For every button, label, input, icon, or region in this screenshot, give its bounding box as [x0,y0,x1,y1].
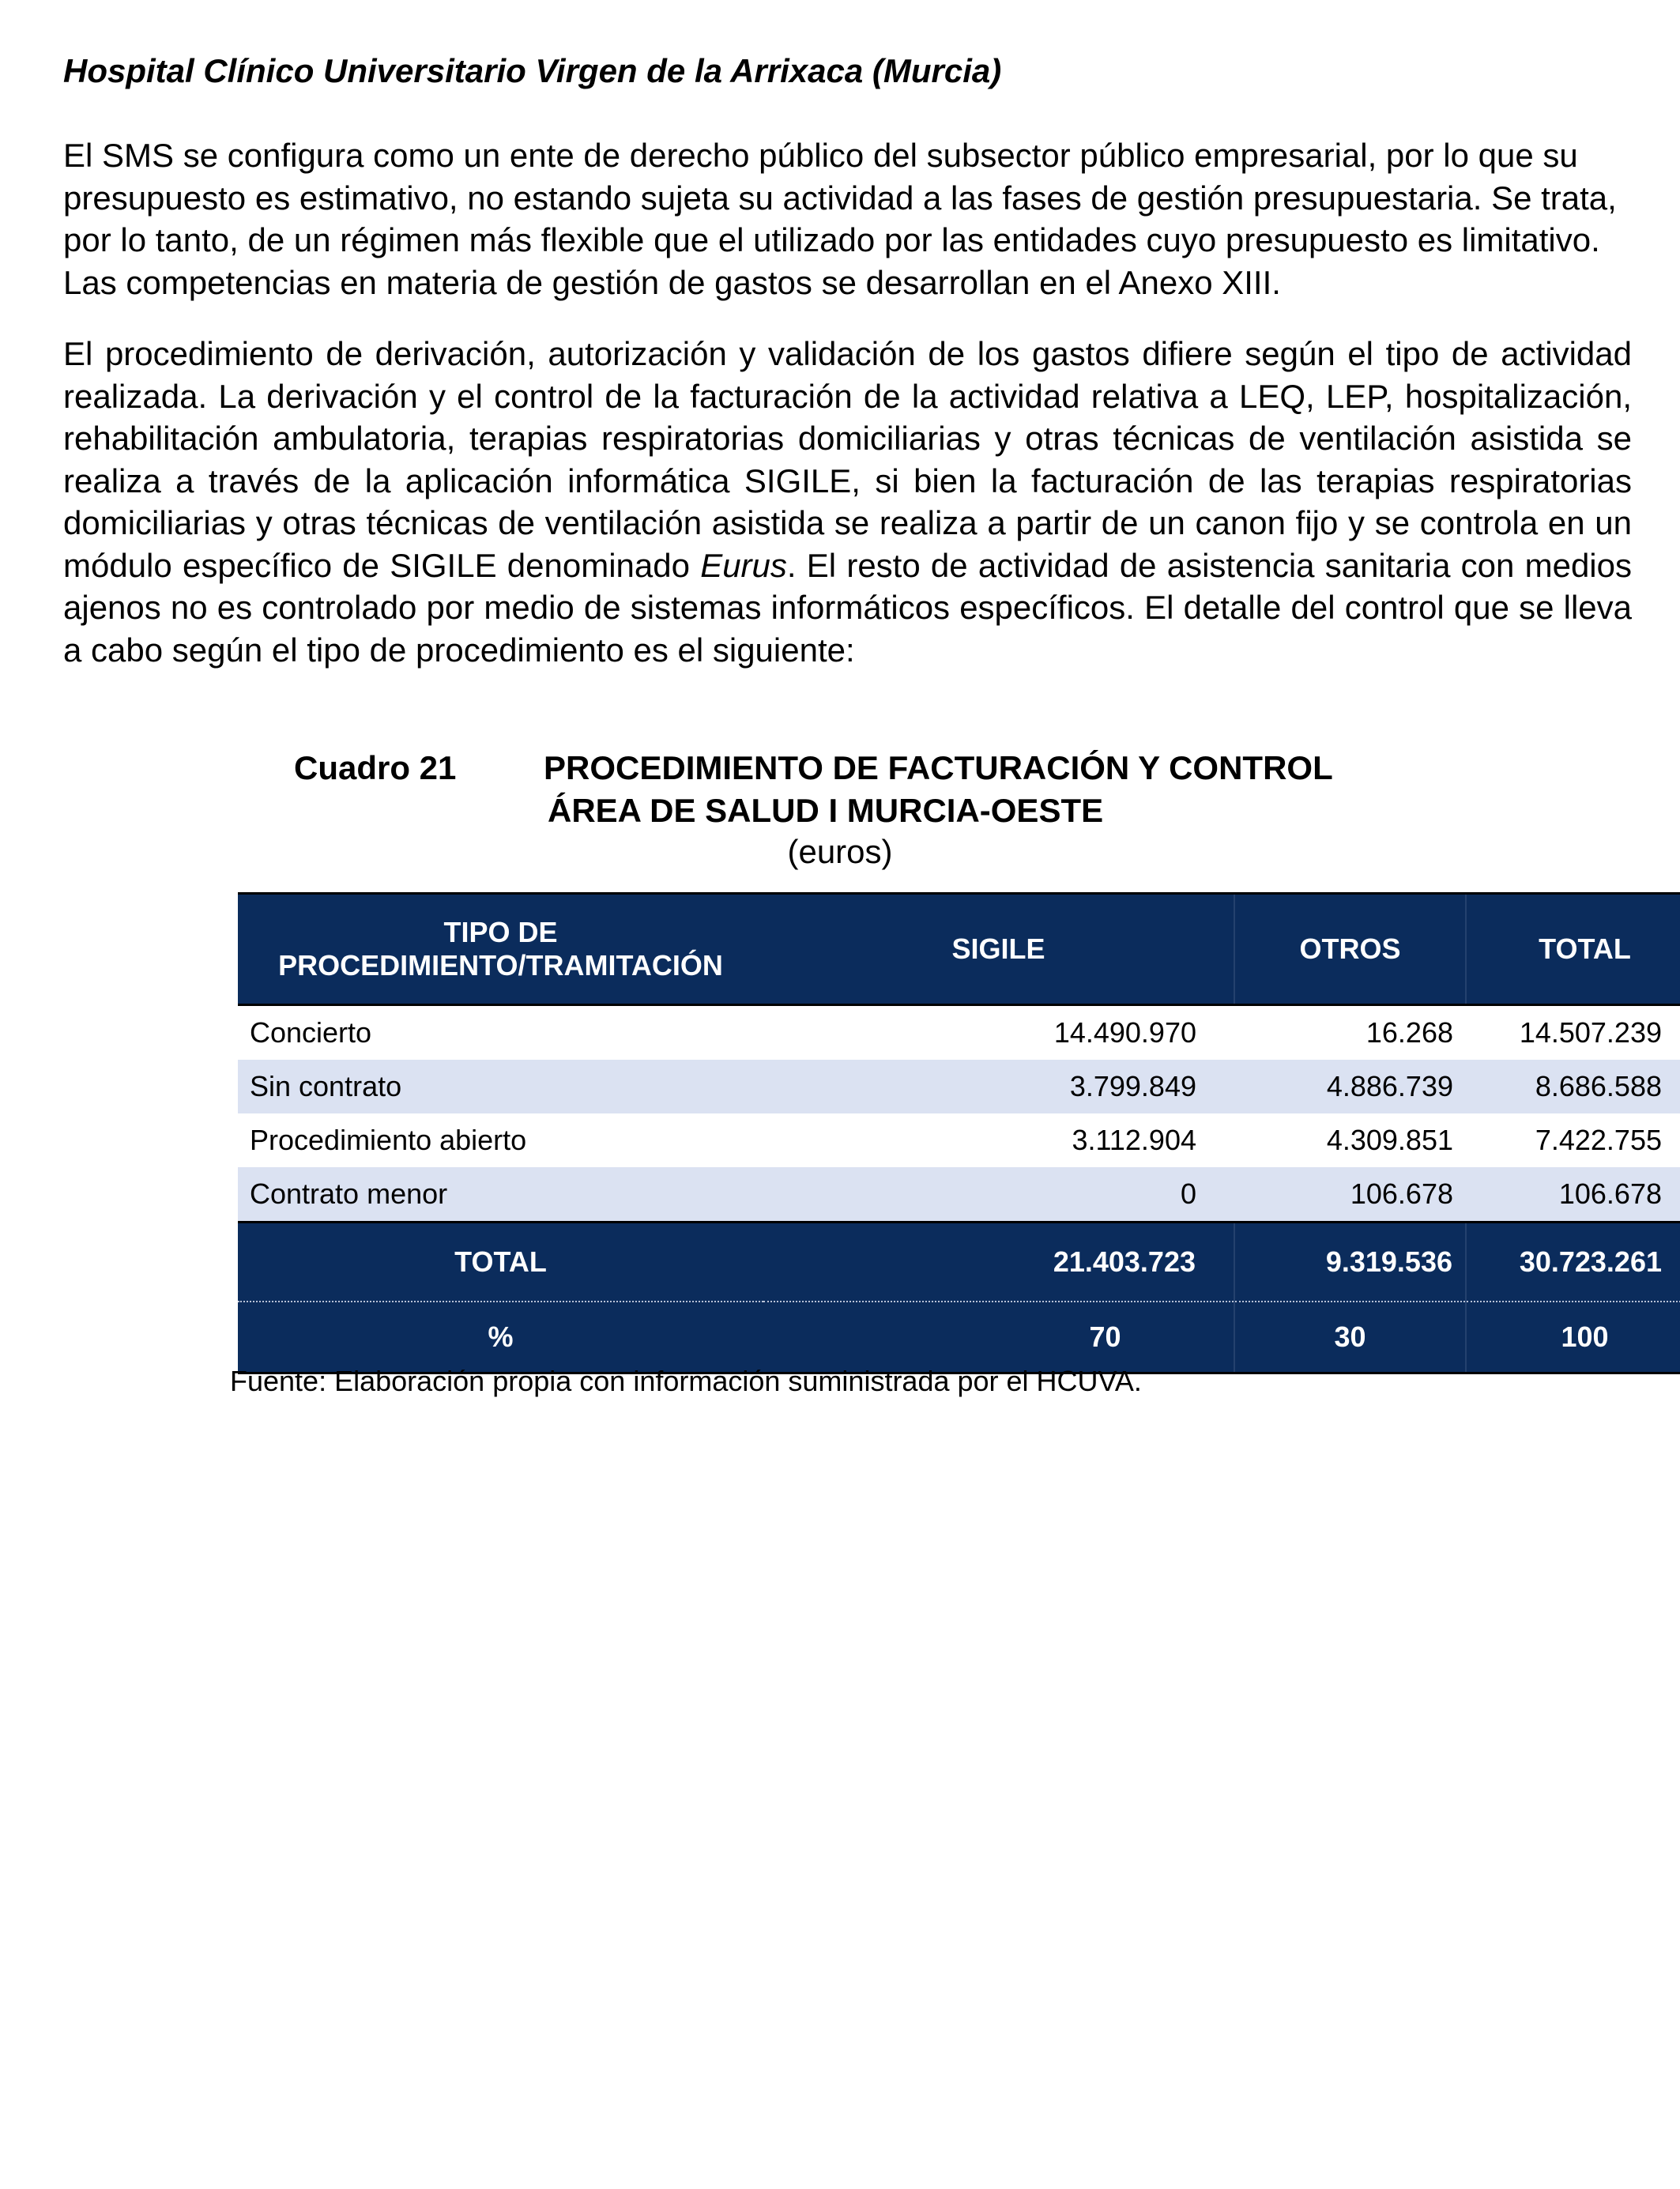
row-label: Contrato menor [238,1167,763,1223]
cell-otros: 106.678 [1234,1167,1466,1223]
row-label: Sin contrato [238,1060,763,1113]
eurus-module-name: Eurus [700,546,787,584]
cell-sigile: 14.490.970 [1053,1016,1196,1049]
header-sigile: SIGILE [763,894,1234,1005]
cell-otros: 4.309.851 [1326,1124,1453,1156]
header-procedure-type-line1: TIPO DE [443,916,558,948]
total-label: TOTAL [238,1223,763,1302]
percent-label: % [238,1302,763,1373]
header-total: TOTAL [1466,894,1680,1005]
header-otros: OTROS [1234,894,1466,1005]
table-header-row [238,894,1680,1005]
total-otros: 9.319.536 [1234,1223,1466,1302]
cell-sigile: 3.112.904 [1072,1124,1196,1156]
table-row [238,1005,1680,1061]
header-procedure-type-line2: PROCEDIMIENTO/TRAMITACIÓN [278,949,723,981]
table-title-line2: ÁREA DE SALUD I MURCIA-OESTE [548,792,1104,829]
paragraph-procedure-text-2: . El resto de actividad de asistencia sanitaria con medios ajenos no es controlado por medio de sistemas informáticos específicos. El detalle del control que se lleva a cabo según el tipo de procedimiento es el siguiente: [63,546,1632,669]
total-row [238,1223,1680,1302]
total-sigile: 21.403.723 [763,1223,1234,1302]
data-table [238,892,1680,1374]
row-label: Concierto [250,1016,372,1049]
cell-otros: 16.268 [1365,1016,1453,1049]
cell-total: 14.507.239 [1519,1016,1662,1049]
table-source-note: Fuente: Elaboración propia con información suministrada por el HCUVA. [230,1365,1142,1397]
table-row [238,1113,1680,1167]
paragraph-procedure [63,333,1632,671]
table-units: (euros) [787,833,893,870]
header-procedure-type [238,894,763,1005]
percent-total: 100 [1466,1302,1680,1373]
paragraph-sms-budget: El SMS se configura como un ente de derecho público del subsector público empresarial, por lo que su presupuesto es estimativo, no estando sujeta su actividad a las fases de gestión presupuestaria. Se trata, por lo tanto, de un régimen más flexible que el utilizado por las entidades cuyo presupuesto es limitativo. Las competencias en materia de gestión de gastos se desarrollan en el Anexo XIII. [63,137,1617,301]
table-row [238,1167,1680,1223]
percent-sigile: 70 [763,1302,1234,1373]
table-number: Cuadro 21 [294,749,457,786]
section-heading: Hospital Clínico Universitario Virgen de la Arrixaca (Murcia) [63,52,1002,89]
cell-sigile: 3.799.849 [763,1060,1234,1113]
row-label: Procedimiento abierto [250,1124,527,1156]
paragraph-procedure-text-1: El procedimiento de derivación, autorización y validación de los gastos difiere según el tipo de actividad realizada. La derivación y el control de la facturación de la actividad relativa a LEQ, LEP, hospitalización, rehabilitación ambulatoria, terapias respiratorias domiciliarias y otras técnicas de ventilación asistida se realiza a través de la aplicación informática SIGILE, si bien la facturación de las terapias respiratorias domiciliarias y otras técnicas de ventilación asistida se realiza a partir de un canon fijo y se controla en un módulo específico de SIGILE denominado [63,335,1632,584]
cell-total: 106.678 [1466,1167,1680,1223]
table-title-line1: PROCEDIMIENTO DE FACTURACIÓN Y CONTROL [544,749,1333,786]
cell-otros: 4.886.739 [1234,1060,1466,1113]
billing-control-table [238,892,1662,1374]
percent-otros: 30 [1234,1302,1466,1373]
percent-row [238,1302,1680,1373]
table-row [238,1060,1680,1113]
cell-sigile: 0 [763,1167,1234,1223]
total-total: 30.723.261 [1466,1223,1680,1302]
cell-total: 8.686.588 [1466,1060,1680,1113]
cell-total: 7.422.755 [1535,1124,1662,1156]
